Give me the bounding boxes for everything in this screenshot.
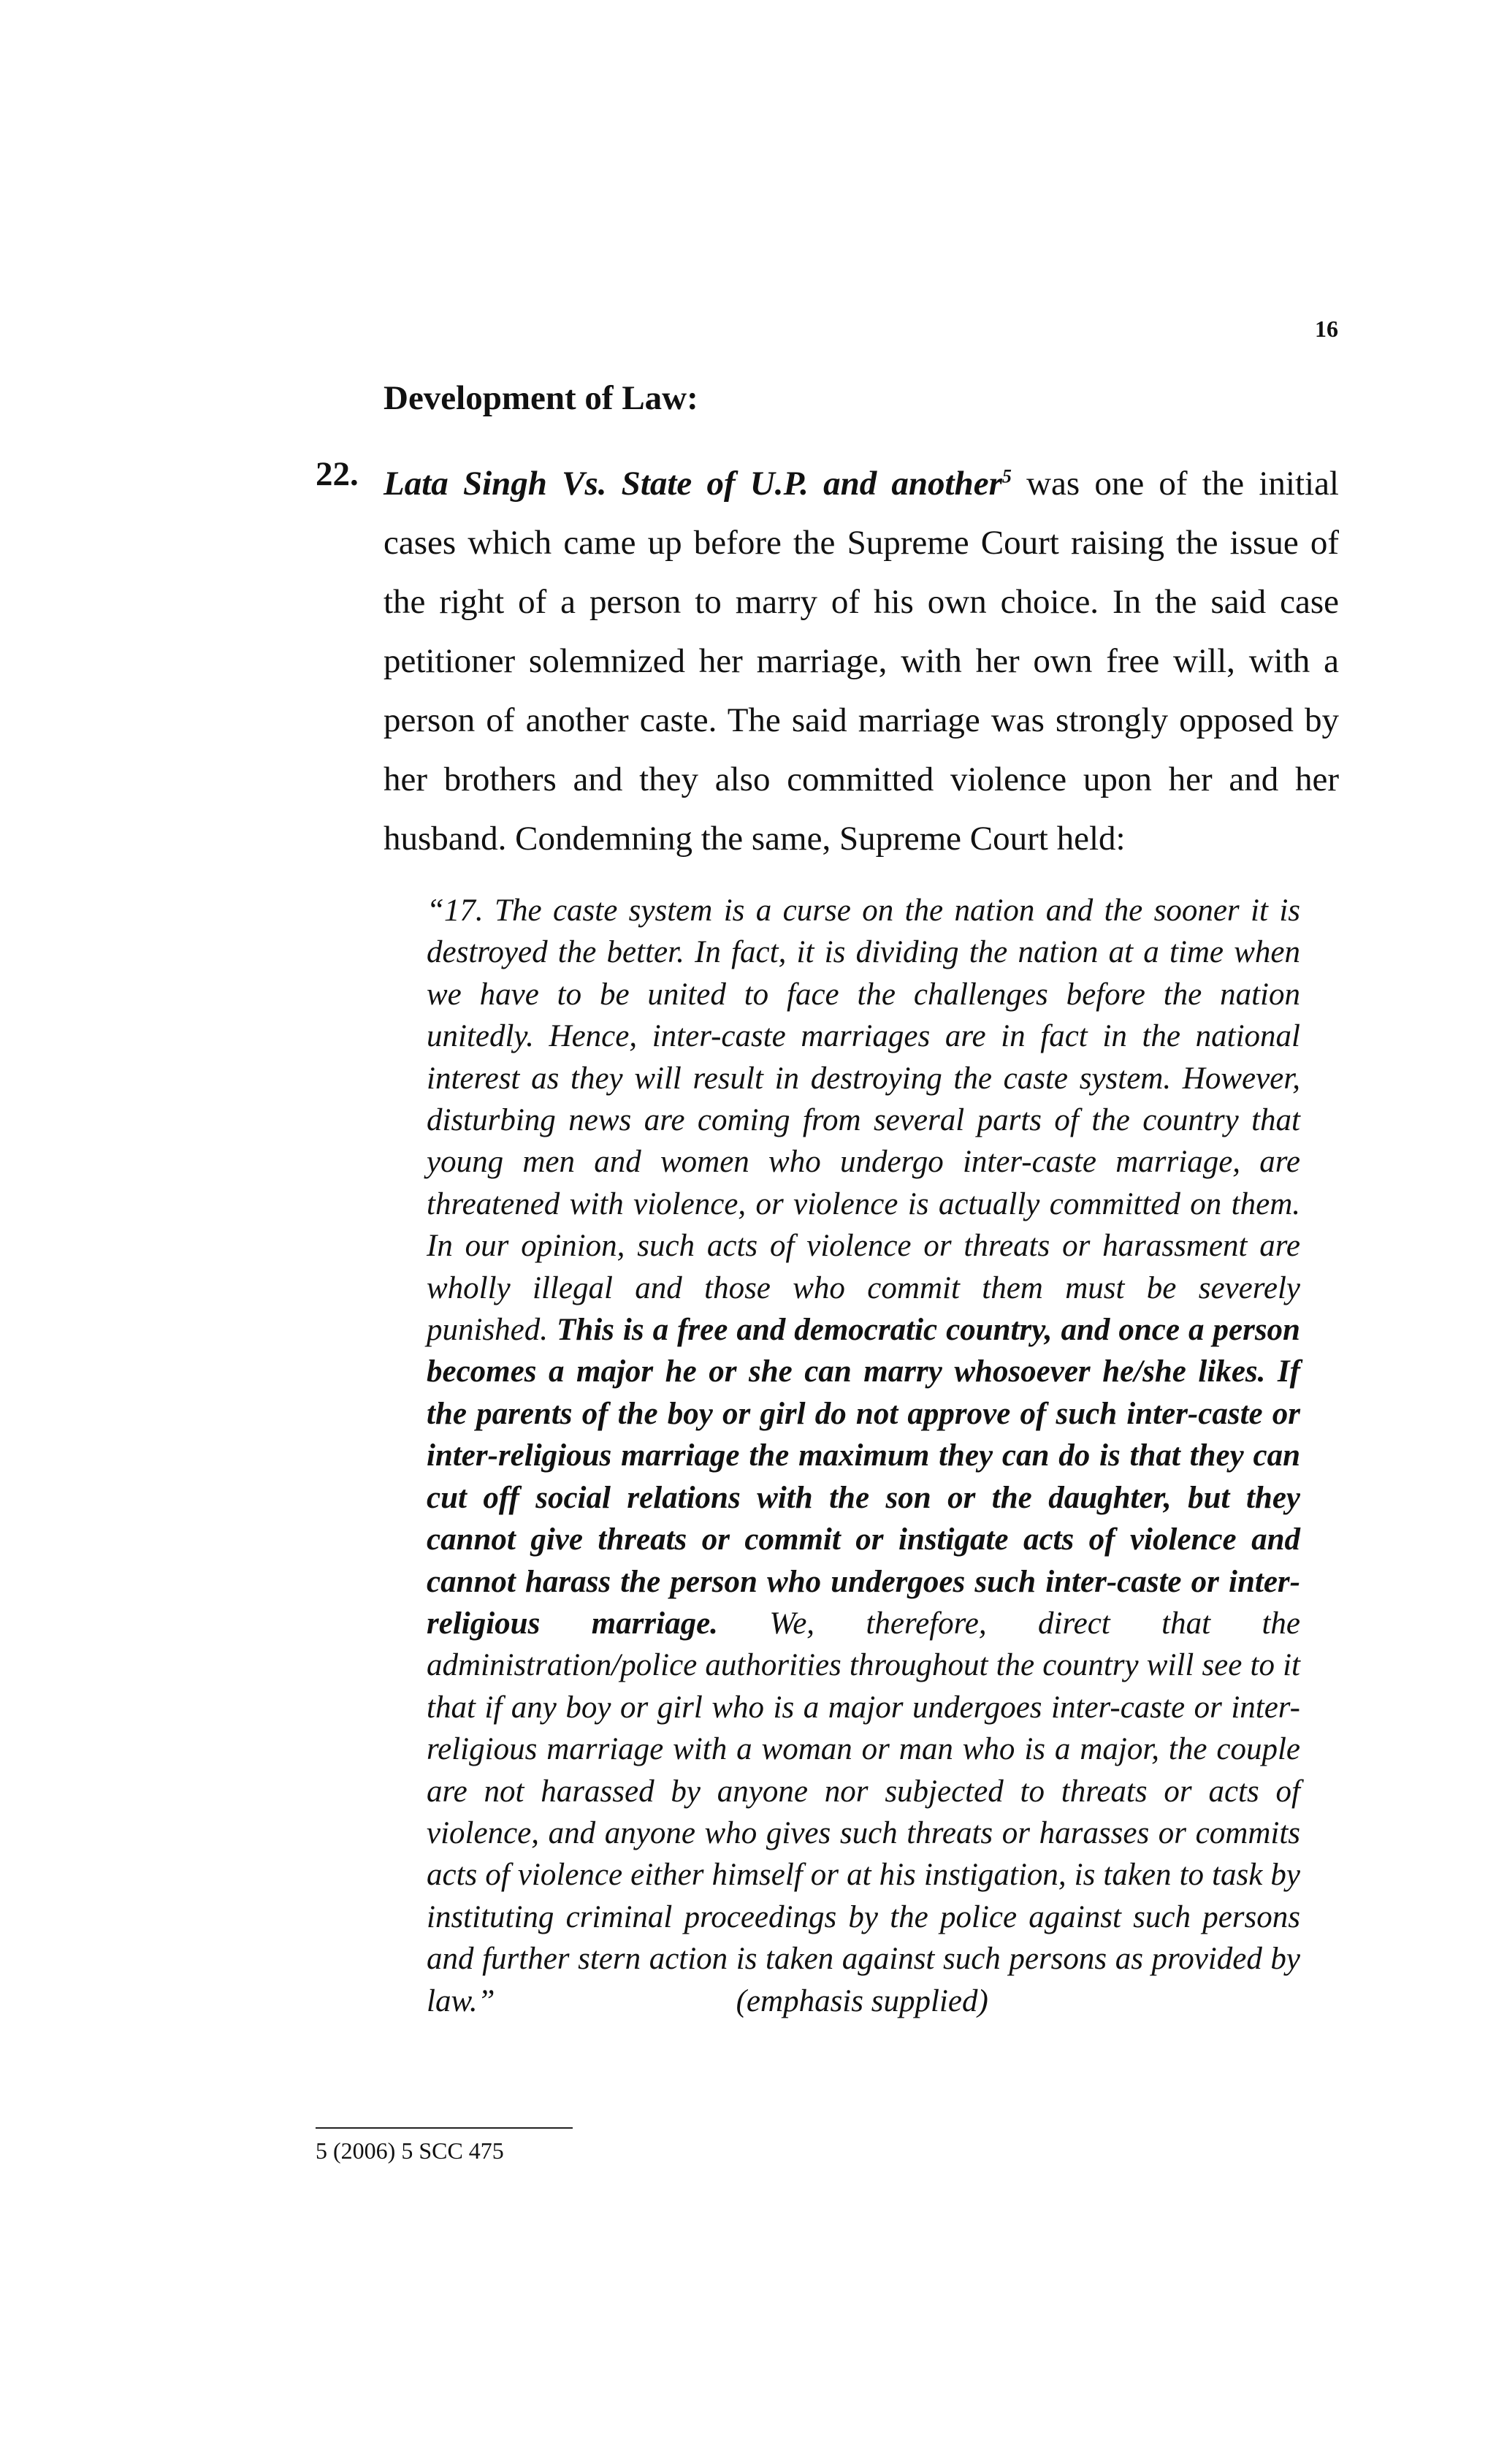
quote-emphasized-text: This is a free and democratic country, and once a person becomes a major he or she can marry whosoever he/she likes. If the parents of the boy or girl do not approve of such inter-caste or inter-religious marriage the maximum they can do is that they can cut off social relations with the son or the daughter, but they cannot give threats or commit or instigate acts of violence and cannot harass the person who undergoes such inter-caste or inter-religious marriage. xyxy=(427,1313,1300,1641)
paragraph-number: 22. xyxy=(316,455,359,493)
footnote-reference[interactable]: 5 xyxy=(1001,465,1012,487)
footnote-divider xyxy=(316,2127,573,2129)
case-citation: Lata Singh Vs. State of U.P. and another xyxy=(383,465,1002,503)
emphasis-note: (emphasis supplied) xyxy=(736,1983,988,2018)
footnote: 5 (2006) 5 SCC 475 xyxy=(316,2137,504,2164)
block-quote xyxy=(427,890,1300,2022)
paragraph-text: was one of the initial cases which came up before the Supreme Court raising the issue of the right of a person to marry of his own choice. In the said case petitioner solemnized her marriage, with her own free will, with a person of another caste. The said marriage was strongly opposed by her brothers and they also committed violence upon her and her husband. Condemning the same, Supreme Court held: xyxy=(383,465,1339,858)
page-number: 16 xyxy=(1315,316,1338,342)
section-heading: Development of Law: xyxy=(383,379,698,417)
quote-text-part2: We, therefore, direct that the administration/police authorities throughout the country will see to it that if any boy or girl who is a major undergoes inter-caste or inter-religious marriage with a woman or man who is a major, the couple are not harassed by anyone nor subjected to threats or acts of violence, and anyone who gives such threats or harasses or commits acts of violence either himself or at his instigation, is taken to task by instituting criminal proceedings by the police against such persons and further stern action is taken against such persons as provided by law.” xyxy=(427,1606,1300,2018)
paragraph-body xyxy=(383,454,1339,869)
quote-text-part1: “17. The caste system is a curse on the nation and the sooner it is destroyed the better. In fact, it is dividing the nation at a time when we have to be united to face the challenges before the nation unitedly. Hence, inter-caste marriages are in fact in the national interest as they will result in destroying the caste system. However, disturbing news are coming from several parts of the country that young men and women who undergo inter-caste marriage, are threatened with violence, or violence is actually committed on them. In our opinion, such acts of violence or threats or harassment are wholly illegal and those who commit them must be severely punished. xyxy=(427,893,1300,1348)
